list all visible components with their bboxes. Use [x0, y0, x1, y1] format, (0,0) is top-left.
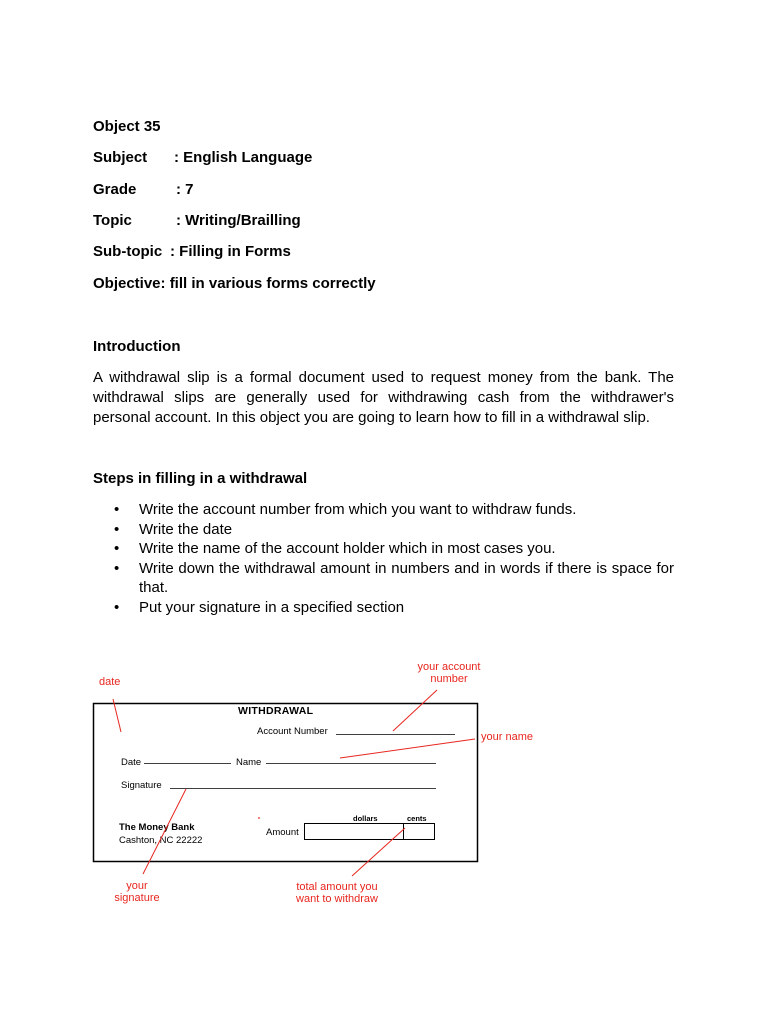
- annotation-amount-line1: total amount you: [296, 881, 378, 893]
- amount-box: [305, 824, 435, 840]
- annotation-name: your name: [481, 731, 533, 743]
- bullet-icon: •: [114, 501, 120, 518]
- dollars-label: dollars: [353, 814, 378, 823]
- object-number: Object 35: [93, 118, 161, 135]
- bank-name: The Money Bank: [119, 822, 195, 833]
- objective: Objective: fill in various forms correctly: [93, 275, 376, 292]
- bank-address: Cashton, NC 22222: [119, 835, 203, 846]
- list-item: [93, 559, 674, 598]
- introduction-paragraph: A withdrawal slip is a formal document used to request money from the bank. The withdrawal slips are generally used for withdrawing cash from the withdrawer's personal account. In this object you are going to learn how to fill in a withdrawal slip.: [93, 369, 674, 426]
- bullet-icon: •: [114, 540, 120, 557]
- grade-value: : 7: [176, 181, 194, 198]
- bullet-icon: •: [114, 559, 120, 577]
- subtopic-label: Sub-topic: [93, 243, 163, 260]
- list-item-text: Write the name of the account holder which in most cases you.: [139, 540, 556, 557]
- subject-value: : English Language: [174, 149, 313, 166]
- topic-value: : Writing/Brailling: [176, 212, 301, 229]
- annotation-signature-line1: your: [126, 880, 148, 892]
- list-item-text: Write the date: [139, 520, 233, 538]
- steps-list: [93, 500, 674, 617]
- list-item-text: Write down the withdrawal amount in numbers and in words if there is space for that.: [139, 559, 674, 596]
- subject-label: Subject: [93, 149, 148, 166]
- annotation-date: date: [99, 676, 121, 688]
- account-number-label: Account Number: [257, 726, 328, 737]
- red-dot: [258, 817, 260, 819]
- list-item-text: Write the account number from which you want to withdraw funds.: [139, 501, 577, 518]
- list-item-text: Put your signature in a specified section: [139, 598, 405, 616]
- pointer-name: [340, 739, 475, 758]
- withdrawal-slip-figure: [0, 640, 768, 920]
- bullet-icon: •: [114, 598, 120, 616]
- slip-title: WITHDRAWAL: [238, 705, 314, 717]
- date-label: Date: [121, 757, 142, 768]
- steps-heading: Steps in filling in a withdrawal: [93, 470, 308, 487]
- amount-label: Amount: [266, 827, 299, 838]
- cents-label: cents: [407, 814, 427, 823]
- introduction-heading: Introduction: [93, 338, 181, 355]
- bullet-icon: •: [114, 520, 120, 538]
- annotation-account-line1: your account: [417, 661, 481, 673]
- grade-label: Grade: [93, 181, 137, 198]
- list-item: [93, 500, 674, 520]
- annotation-amount-line2: want to withdraw: [296, 893, 378, 905]
- pointer-account: [393, 690, 437, 731]
- topic-label: Topic: [93, 212, 132, 229]
- annotation-signature-line2: signature: [114, 892, 160, 904]
- name-label: Name: [236, 757, 262, 768]
- list-item: [93, 539, 674, 559]
- pointer-amount: [352, 828, 405, 876]
- signature-label: Signature: [121, 780, 162, 791]
- list-item: [93, 520, 674, 540]
- list-item: [93, 598, 674, 618]
- annotation-account-line2: number: [430, 673, 468, 685]
- subtopic-value: : Filling in Forms: [170, 243, 291, 260]
